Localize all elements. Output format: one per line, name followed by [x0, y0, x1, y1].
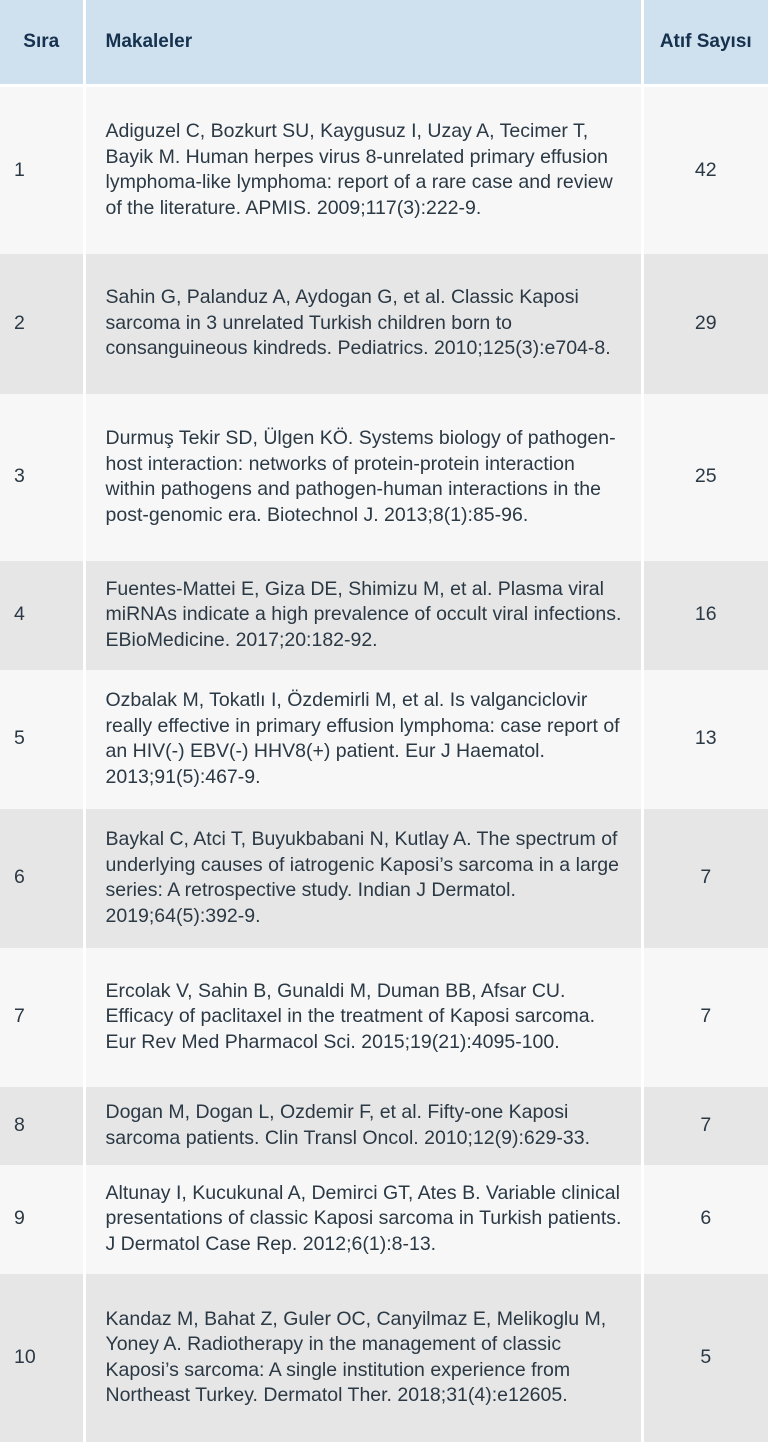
table-header-row: [0, 0, 768, 86]
table-row: [0, 809, 768, 948]
header-citations: Atıf Sayısı: [642, 0, 768, 86]
article-cell: Dogan M, Dogan L, Ozdemir F, et al. Fifty-one Kaposi sarcoma patients. Clin Transl Oncol. 2010;12(9):629-33.: [84, 1087, 642, 1165]
article-cell: Ozbalak M, Tokatlı I, Özdemirli M, et al. Is valganciclovir really effective in primary effusion lymphoma: case report of an HIV(-) EBV(-) HHV8(+) patient. Eur J Haematol. 2013;91(5):467-9.: [84, 670, 642, 809]
rank-cell: 3: [0, 394, 84, 561]
article-cell: Sahin G, Palanduz A, Aydogan G, et al. Classic Kaposi sarcoma in 3 unrelated Turkish children born to consanguineous kindreds. Pediatrics. 2010;125(3):e704-8.: [84, 254, 642, 394]
rank-cell: 7: [0, 948, 84, 1087]
rank-cell: 8: [0, 1087, 84, 1165]
article-cell: Durmuş Tekir SD, Ülgen KÖ. Systems biology of pathogen-host interaction: networks of protein-protein interaction within pathogens and pathogen-human interactions in the post-genomic era. Biotechnol J. 2013;8(1):85-96.: [84, 394, 642, 561]
article-cell: Baykal C, Atci T, Buyukbabani N, Kutlay A. The spectrum of underlying causes of iatrogenic Kaposi’s sarcoma in a large series: A retrospective study. Indian J Dermatol. 2019;64(5):392-9.: [84, 809, 642, 948]
table-row: [0, 1087, 768, 1165]
table-row: [0, 670, 768, 809]
citation-count-cell: 7: [642, 809, 768, 948]
table-row: [0, 948, 768, 1087]
article-cell: Adiguzel C, Bozkurt SU, Kaygusuz I, Uzay A, Tecimer T, Bayik M. Human herpes virus 8-unrelated primary effusion lymphoma-like lymphoma: report of a rare case and review of the literature. APMIS. 2009;117(3):222-9.: [84, 86, 642, 254]
rank-cell: 6: [0, 809, 84, 948]
citation-count-cell: 7: [642, 1087, 768, 1165]
citation-count-cell: 6: [642, 1165, 768, 1274]
article-cell: Fuentes-Mattei E, Giza DE, Shimizu M, et al. Plasma viral miRNAs indicate a high prevalence of occult viral infections. EBioMedicine. 2017;20:182-92.: [84, 561, 642, 670]
citation-count-cell: 5: [642, 1274, 768, 1442]
header-articles: Makaleler: [84, 0, 642, 86]
table-row: [0, 86, 768, 254]
citation-count-cell: 16: [642, 561, 768, 670]
article-cell: Ercolak V, Sahin B, Gunaldi M, Duman BB, Afsar CU. Efficacy of paclitaxel in the treatment of Kaposi sarcoma. Eur Rev Med Pharmacol Sci. 2015;19(21):4095-100.: [84, 948, 642, 1087]
rank-cell: 9: [0, 1165, 84, 1274]
table-row: [0, 1274, 768, 1442]
rank-cell: 1: [0, 86, 84, 254]
table-row: [0, 254, 768, 394]
rank-cell: 5: [0, 670, 84, 809]
article-cell: Kandaz M, Bahat Z, Guler OC, Canyilmaz E, Melikoglu M, Yoney A. Radiotherapy in the management of classic Kaposi’s sarcoma: A single institution experience from Northeast Turkey. Dermatol Ther. 2018;31(4):e12605.: [84, 1274, 642, 1442]
citation-count-cell: 42: [642, 86, 768, 254]
citation-count-cell: 13: [642, 670, 768, 809]
citation-count-cell: 29: [642, 254, 768, 394]
citation-count-cell: 7: [642, 948, 768, 1087]
rank-cell: 4: [0, 561, 84, 670]
table-row: [0, 394, 768, 561]
citation-count-cell: 25: [642, 394, 768, 561]
header-rank: Sıra: [0, 0, 84, 86]
table-row: [0, 561, 768, 670]
table-row: [0, 1165, 768, 1274]
article-cell: Altunay I, Kucukunal A, Demirci GT, Ates B. Variable clinical presentations of classic Kaposi sarcoma in Turkish patients. J Dermatol Case Rep. 2012;6(1):8-13.: [84, 1165, 642, 1274]
rank-cell: 2: [0, 254, 84, 394]
rank-cell: 10: [0, 1274, 84, 1442]
